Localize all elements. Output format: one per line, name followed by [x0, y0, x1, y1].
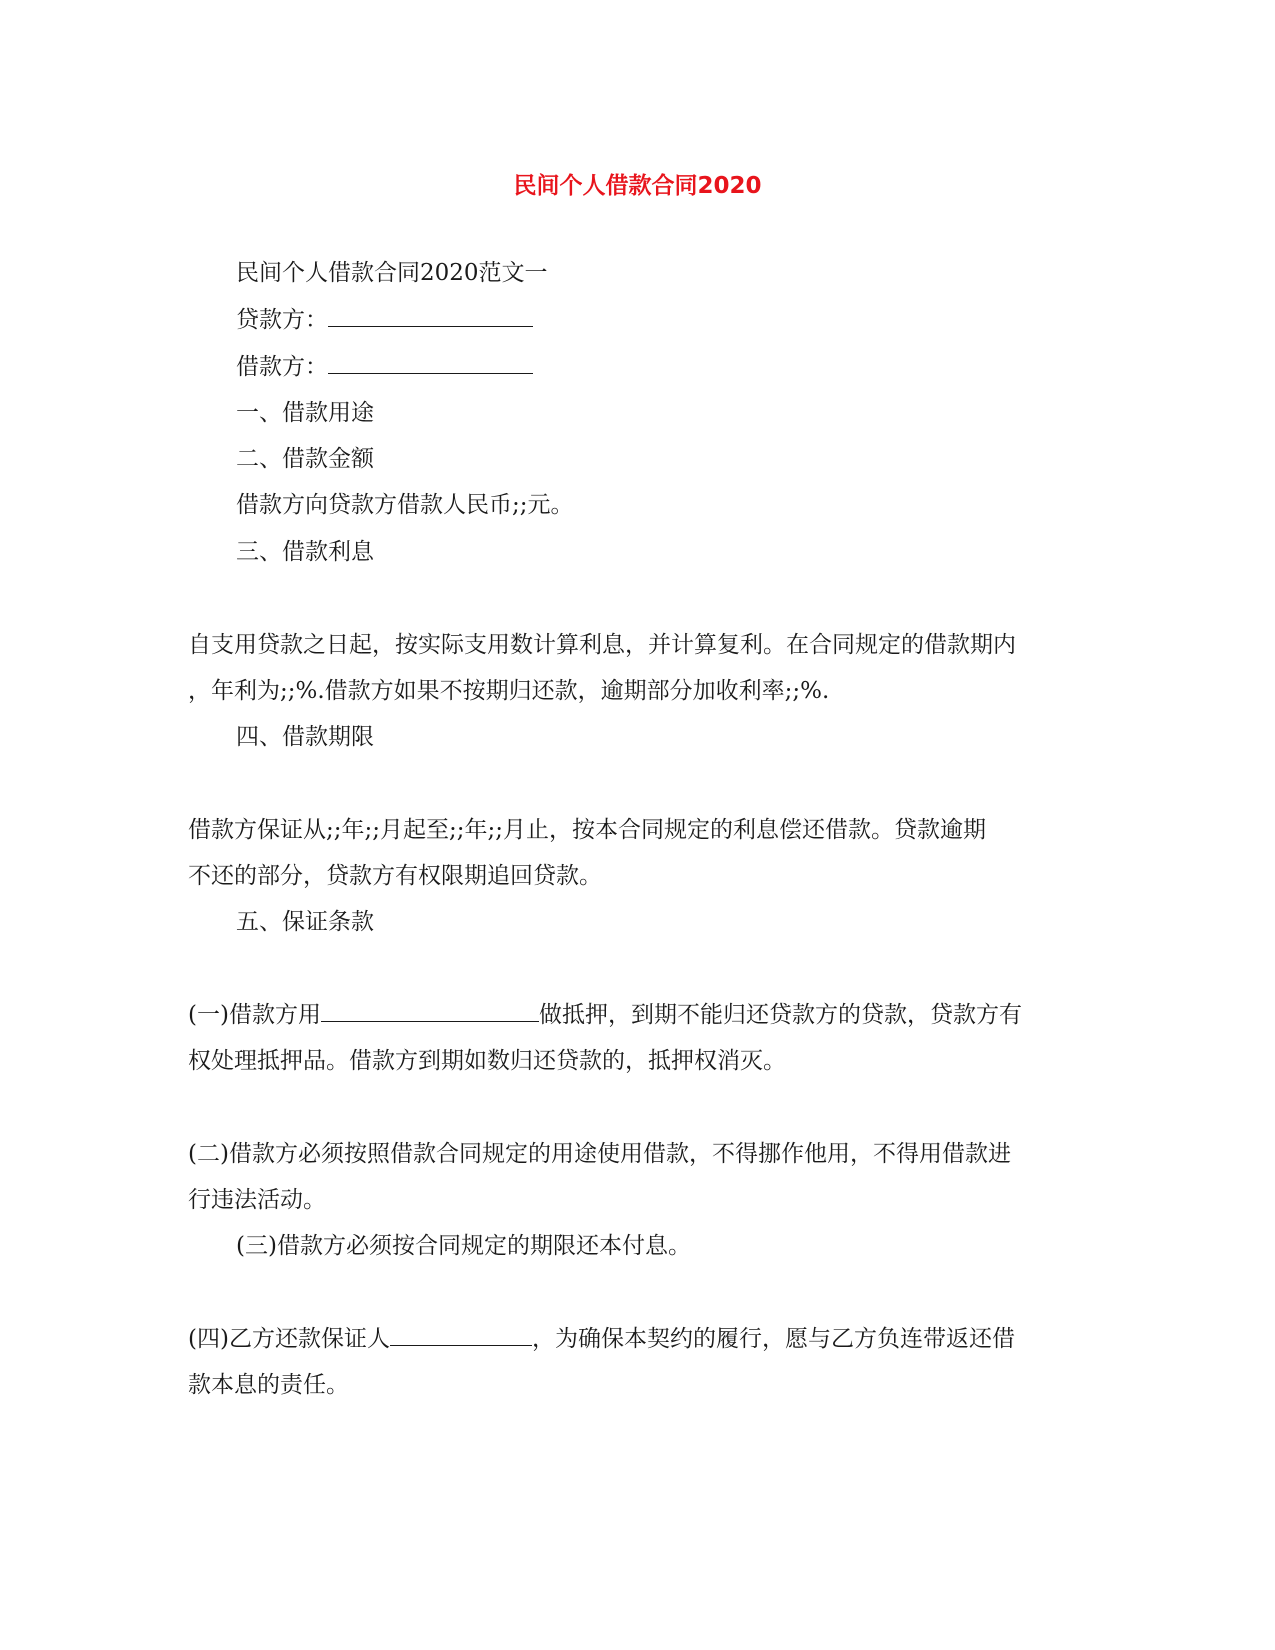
text: 一、借款用途 — [236, 400, 374, 426]
text: ，为确保本契约的履行，愿与乙方负连带返还借 — [531, 1326, 1015, 1352]
label: 借款方： — [236, 354, 328, 380]
borrower-line — [236, 352, 533, 382]
text: 四、借款期限 — [236, 724, 374, 750]
text: 不还的部分，贷款方有权限期追回贷款。 — [188, 863, 602, 889]
paragraph-line — [236, 1231, 691, 1261]
text: 借款方保证从;;年;;月起至;;年;;月止，按本合同规定的利息偿还借款。贷款逾期 — [188, 817, 986, 843]
section-heading — [236, 258, 548, 288]
text: 三、借款利息 — [236, 539, 374, 565]
text: 自支用贷款之日起，按实际支用数计算利息，并计算复利。在合同规定的借款期内 — [188, 632, 1016, 658]
paragraph-line — [188, 676, 829, 706]
collateral-blank — [321, 1001, 539, 1022]
borrower-blank — [328, 353, 533, 374]
paragraph-line — [188, 1185, 326, 1215]
paragraph-line — [188, 1324, 1015, 1354]
paragraph-line — [188, 1046, 786, 1076]
guarantor-blank — [390, 1325, 532, 1346]
clause-heading — [236, 907, 374, 937]
paragraph-line — [188, 630, 1016, 660]
paragraph-line — [188, 861, 602, 891]
text: ，年利为;;%.借款方如果不按期归还款，逾期部分加收利率;;%. — [188, 678, 830, 704]
text: 民间个人借款合同2020范文一 — [236, 260, 548, 286]
clause-heading — [236, 722, 374, 752]
text: 五、保证条款 — [236, 909, 374, 935]
paragraph-line — [188, 815, 986, 845]
clause-heading — [236, 537, 374, 567]
text: (三)借款方必须按合同规定的期限还本付息。 — [236, 1233, 691, 1259]
text: (二)借款方必须按照借款合同规定的用途使用借款，不得挪作他用，不得用借款进 — [188, 1141, 1011, 1167]
paragraph-line — [188, 1370, 349, 1400]
text: (四)乙方还款保证人 — [188, 1326, 390, 1352]
text: 做抵押，到期不能归还贷款方的贷款，贷款方有 — [538, 1002, 1022, 1028]
lender-blank — [328, 306, 533, 327]
lender-line — [236, 305, 533, 335]
clause-heading — [236, 444, 374, 474]
paragraph-line — [188, 1000, 1022, 1030]
text: 行违法活动。 — [188, 1187, 326, 1213]
text: (一)借款方用 — [188, 1002, 321, 1028]
paragraph-line — [188, 1139, 1011, 1169]
text: 借款方向贷款方借款人民币;;元。 — [236, 492, 574, 518]
paragraph-line — [236, 490, 574, 520]
document-title: 民间个人借款合同2020 — [513, 173, 762, 199]
clause-heading — [236, 398, 374, 428]
label: 贷款方： — [236, 307, 328, 333]
text: 二、借款金额 — [236, 446, 374, 472]
text: 款本息的责任。 — [188, 1372, 349, 1398]
text: 权处理抵押品。借款方到期如数归还贷款的，抵押权消灭。 — [188, 1048, 786, 1074]
